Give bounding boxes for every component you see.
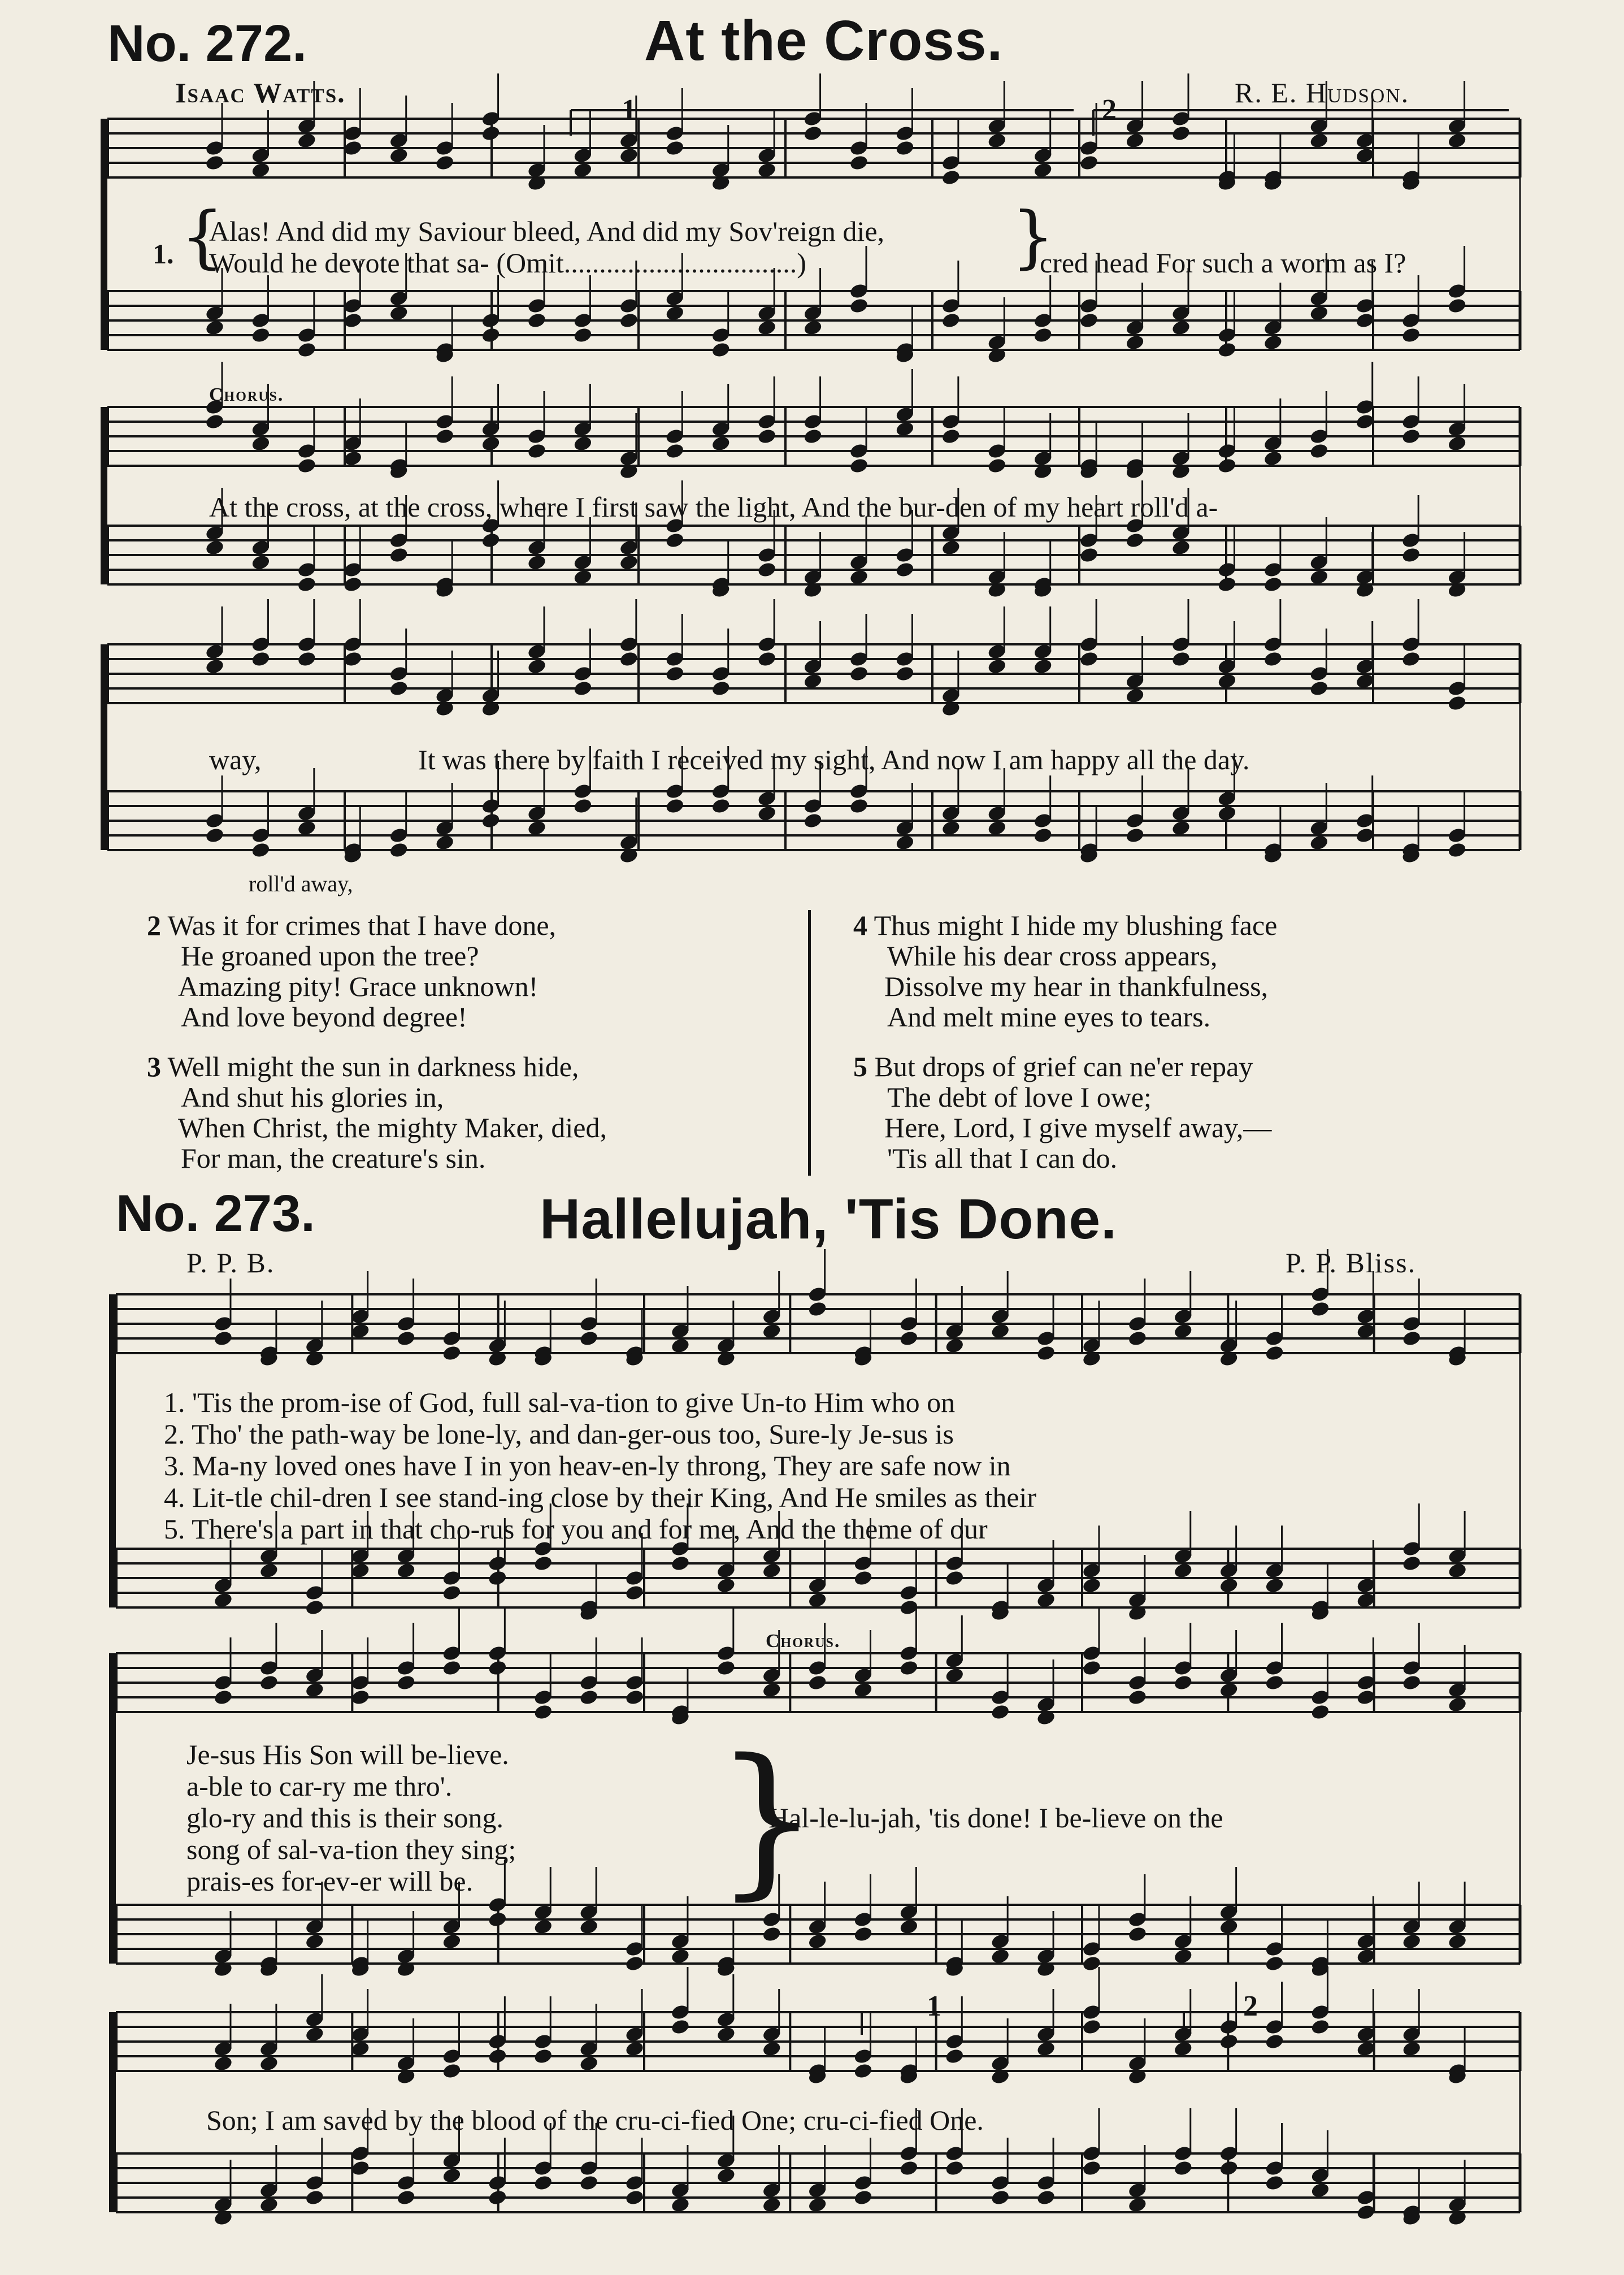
stanza-line: While his dear cross appears, (887, 940, 1218, 972)
hymn-272-lyricist: Isaac Watts. (175, 77, 346, 109)
hymn-273-ending-mark-2: 2 (1243, 1990, 1258, 2022)
stanza-number: 5 (853, 1051, 867, 1082)
hymn-272-chorus-line2b: It was there by faith I received my sight, And now I am happy all the day. (418, 744, 1250, 775)
stanza-divider (808, 910, 811, 1176)
stanza-line: Amazing pity! Grace unknown! (178, 970, 539, 1002)
hymn-272-title: At the Cross. (644, 9, 1004, 72)
hymn-273-chorus-line1: Hal-le-lu-jah, 'tis done! I be-lieve on the (768, 1802, 1223, 1834)
stanza-line: And shut his glories in, (181, 1081, 444, 1113)
stanza-line: And melt mine eyes to tears. (887, 1001, 1211, 1033)
stanza-line: Was it for crimes that I have done, (167, 909, 557, 941)
stanza-number: 4 (853, 909, 867, 941)
hymn-272-brace-right: } (1011, 198, 1055, 276)
hymn-273-chorus-label: Chorus. (766, 1631, 841, 1652)
hymn-272-ending-1: 1 (622, 94, 636, 126)
hymn-272-number: No. 272. (107, 15, 307, 72)
stanza-line: Well might the sun in darkness hide, (167, 1051, 579, 1082)
stanza-line: The debt of love I owe; (887, 1081, 1152, 1113)
hymn-273-brace: } (715, 1724, 819, 1915)
stanza-line: For man, the creature's sin. (181, 1142, 486, 1174)
stanza-line: But drops of grief can ne'er repay (874, 1051, 1253, 1082)
hymn-273-number: No. 273. (116, 1185, 315, 1242)
hymn-273-verse-2: 2. Tho' the path-way be lone-ly, and dan-ger-ous too, Sure-ly Je-sus is (164, 1418, 954, 1450)
hymn-272-ending-2: 2 (1102, 94, 1117, 126)
hymn-272-stanza-4 (853, 910, 1277, 1032)
hymn-272-chorus-label: Chorus. (209, 384, 284, 405)
hymn-272-verse-number: 1. (153, 238, 174, 270)
hymn-272-composer: R. E. Hudson. (1235, 77, 1410, 109)
stanza-line: When Christ, the mighty Maker, died, (178, 1112, 607, 1143)
hymn-272-verse1-cont: cred head For such a worm as I? (1040, 247, 1406, 279)
hymn-272-verse1-line1: Alas! And did my Saviour bleed, And did my Sov'reign die, (209, 215, 885, 247)
stanza-line: 'Tis all that I can do. (887, 1142, 1118, 1174)
hymn-273-verse-1: 1. 'Tis the prom-ise of God, full sal-va-tion to give Un-to Him who on (164, 1386, 956, 1418)
hymn-273-verse-3: 3. Ma-ny loved ones have I in yon heav-en-ly throng, They are safe now in (164, 1450, 1011, 1481)
hymn-272-stanza-3 (147, 1051, 607, 1173)
stanza-line: Thus might I hide my blushing face (874, 909, 1278, 941)
hymn-273-chorus-line2: Son; I am saved by the blood of the cru-ci-fied One; cru-ci-fied One. (206, 2104, 984, 2136)
hymn-272-stanza-5 (853, 1051, 1271, 1173)
stanza-line: He groaned upon the tree? (181, 940, 479, 972)
hymn-272-stanza-2 (147, 910, 556, 1032)
hymn-273-verse-5: 5. There's a part in that cho-rus for you and for me, And the theme of our (164, 1513, 988, 1545)
stanza-line: And love beyond degree! (181, 1001, 467, 1033)
stanza-line: Here, Lord, I give myself away,— (884, 1112, 1272, 1143)
hymn-273-composer: P. P. Bliss. (1286, 1247, 1417, 1279)
stanza-number: 3 (147, 1051, 161, 1082)
hymn-272-chorus-line2a: way, (209, 744, 262, 775)
stanza-line: Dissolve my hear in thankfulness, (884, 970, 1269, 1002)
hymn-273-ending-1: Je-sus His Son will be-lieve. (186, 1739, 509, 1770)
hymn-272-chorus-line1: At the cross, at the cross, where I first saw the light, And the bur-den of my heart roll'd a- (209, 491, 1218, 523)
hymn-272-bass-roll-away: roll'd away, (249, 871, 353, 896)
stanza-number: 2 (147, 909, 161, 941)
hymn-272-verse1-line2: Would he devote that sa- (Omit.................................) (209, 247, 806, 279)
hymn-273-ending-3: glo-ry and this is their song. (186, 1802, 504, 1834)
hymn-273-verse-4: 4. Lit-tle chil-dren I see stand-ing close by their King, And He smiles as their (164, 1481, 1037, 1513)
hymn-273-title: Hallelujah, 'Tis Done. (540, 1188, 1117, 1251)
hymn-273-ending-5: prais-es for-ev-er will be. (186, 1865, 474, 1897)
hymn-273-lyricist: P. P. B. (186, 1247, 275, 1279)
hymn-273-ending-mark-1: 1 (927, 1990, 941, 2022)
hymn-272-brace-left: { (181, 198, 224, 276)
hymn-273-ending-2: a-ble to car-ry me thro'. (186, 1770, 453, 1802)
hymn-273-ending-4: song of sal-va-tion they sing; (186, 1834, 516, 1865)
